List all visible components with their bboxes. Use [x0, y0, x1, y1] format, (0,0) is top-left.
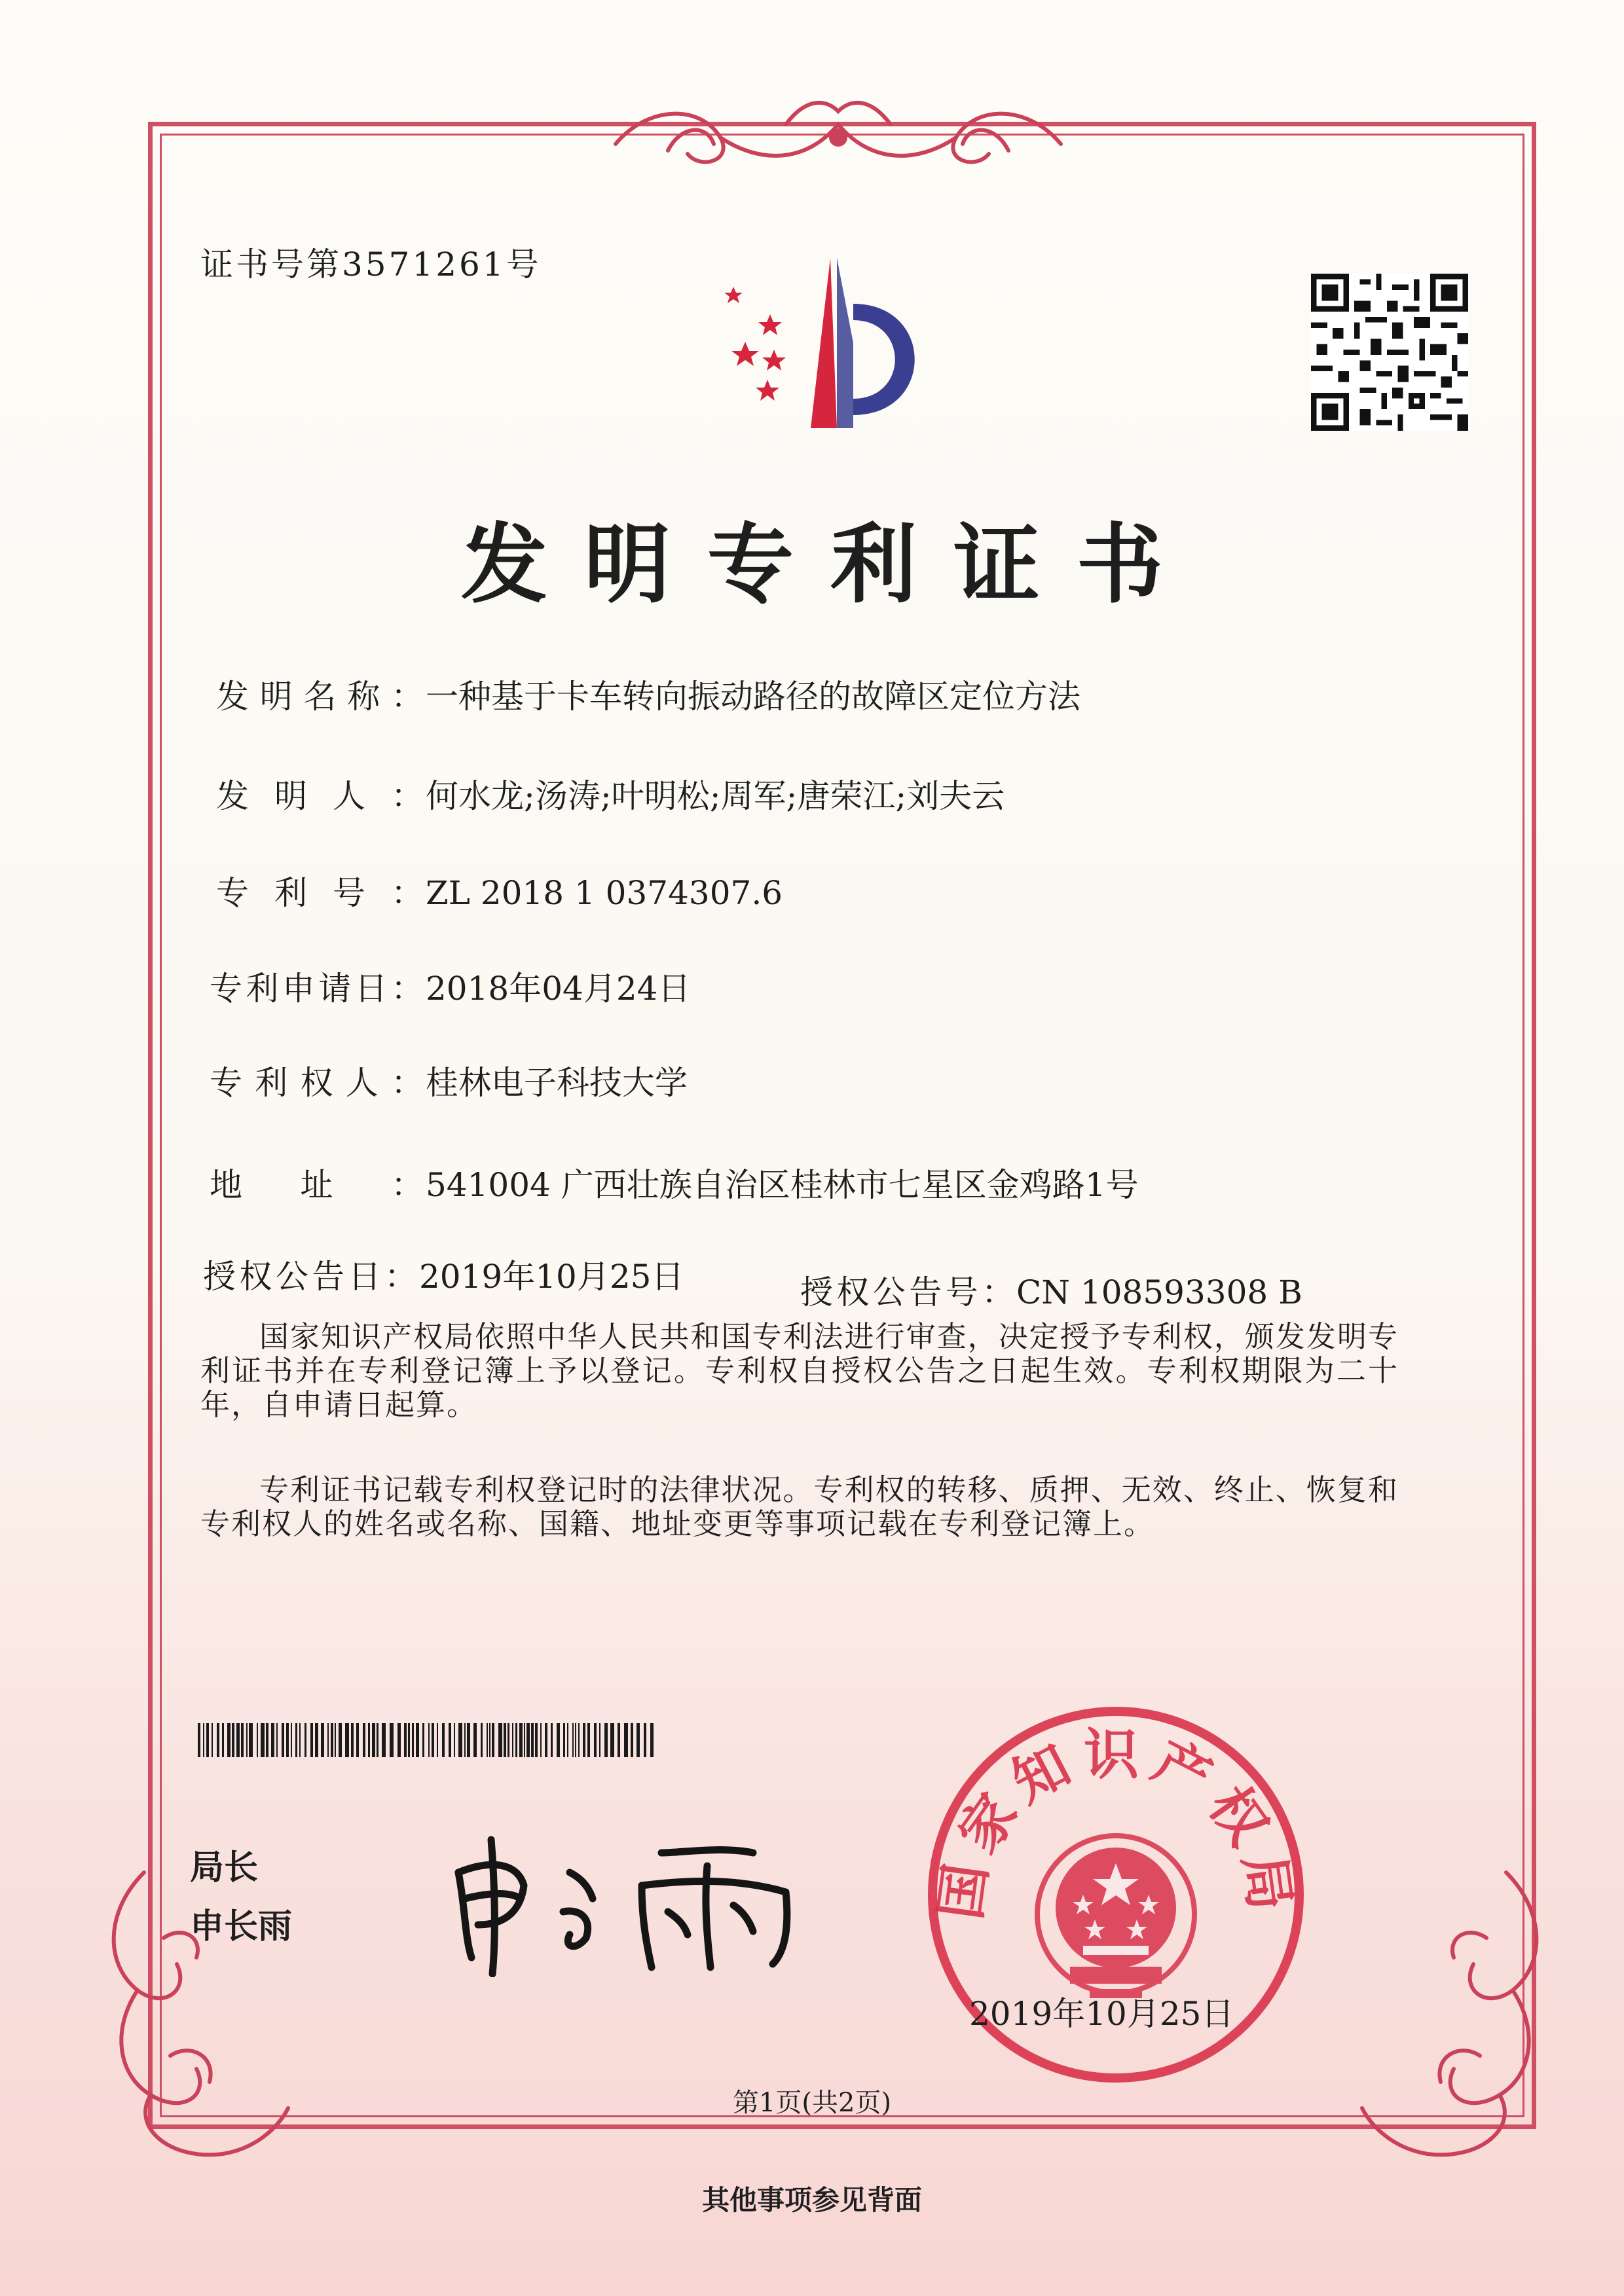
grant-number-label: 授权公告号：	[800, 1273, 1016, 1311]
invention-name-row	[216, 670, 1080, 718]
handwritten-signature	[445, 1827, 812, 1977]
patent-number-label: 专利号：	[216, 874, 426, 912]
patent-number-row	[216, 867, 783, 914]
page-indicator: 第1页(共2页)	[732, 2088, 892, 2118]
filing-date-label: 专利申请日：	[210, 970, 426, 1008]
seal-date: 2019年10月25日	[969, 1995, 1234, 2033]
patent-office-logo	[719, 251, 968, 441]
bottom-right-ornament	[1349, 1859, 1559, 2174]
invention-name-value: 一种基于卡车转向振动路径的故障区定位方法	[426, 678, 1080, 716]
qr-code	[1311, 274, 1468, 431]
seal-text: 国家知识产权局	[927, 1722, 1304, 1923]
filing-date-value: 2018年04月24日	[426, 970, 691, 1008]
patent-number-value: ZL 2018 1 0374307.6	[426, 874, 783, 912]
address-row	[210, 1159, 1139, 1206]
address-label: 地址：	[210, 1166, 426, 1204]
invention-name-label: 发明名称：	[216, 678, 426, 716]
top-ornament	[589, 98, 1087, 183]
inventors-row	[216, 770, 1005, 817]
barcode	[198, 1723, 656, 1757]
filing-date-row	[210, 962, 691, 1010]
patentee-value: 桂林电子科技大学	[426, 1064, 688, 1102]
address-value: 541004 广西壮族自治区桂林市七星区金鸡路1号	[426, 1166, 1139, 1204]
grant-number-row	[800, 1266, 1302, 1313]
legal-status-paragraph: 专利证书记载专利权登记时的法律状况。专利权的转移、质押、无效、终止、恢复和专利权人的姓名或名称、国籍、地址变更等事项记载在专利登记簿上。	[200, 1472, 1399, 1541]
back-side-note: 其他事项参见背面	[701, 2184, 922, 2216]
certificate-number: 证书号第3571261号	[200, 246, 542, 283]
grant-number-value: CN 108593308 B	[1016, 1273, 1302, 1311]
inventors-label: 发明人：	[216, 777, 426, 815]
grant-date-row	[203, 1250, 684, 1298]
grant-statement-paragraph: 国家知识产权局依照中华人民共和国专利法进行审查，决定授予专利权，颁发发明专利证书并在专利登记簿上予以登记。专利权自授权公告之日起生效。专利权期限为二十年，自申请日起算。	[200, 1319, 1399, 1422]
patentee-label: 专利权人：	[210, 1064, 426, 1102]
director-title: 局长	[190, 1848, 259, 1887]
certificate-title: 发明专利证书	[461, 514, 1200, 615]
inventors-value: 何水龙;汤涛;叶明松;周军;唐荣江;刘夫云	[426, 777, 1005, 815]
grant-date-value: 2019年10月25日	[419, 1258, 684, 1296]
patentee-row	[210, 1057, 688, 1104]
grant-date-label: 授权公告日：	[203, 1258, 419, 1296]
director-name: 申长雨	[190, 1907, 293, 1946]
